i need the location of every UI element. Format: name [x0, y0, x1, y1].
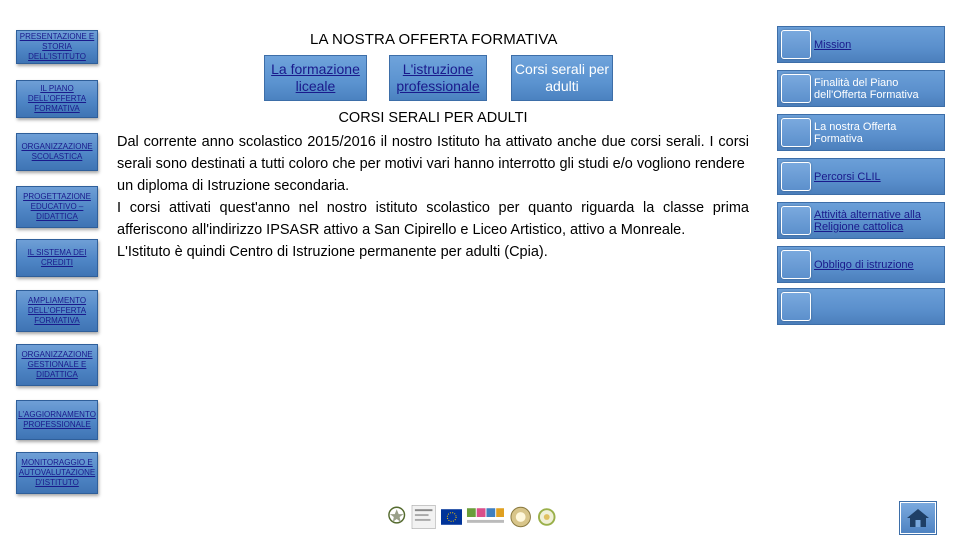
tab-label: La formazione liceale: [271, 61, 360, 94]
school-logo-icon: [411, 504, 436, 530]
left-nav-label: PROGETTAZIONE EDUCATIVO – DIDATTICA: [23, 192, 91, 221]
left-nav-label: MONITORAGGIO E AUTOVALUTAZIONE D'ISTITUTO: [18, 458, 96, 487]
paragraph: Dal corrente anno scolastico 2015/2016 il nostro Istituto ha attivato anche due corsi serali. I corsi serali sono destinati a tutti coloro che per motivi vari hanno interrotto gli studi e/o vogliono rendere: [117, 134, 749, 172]
left-nav-label: IL PIANO DELL'OFFERTA FORMATIVA: [27, 84, 87, 113]
page-title: LA NOSTRA OFFERTA FORMATIVA: [310, 31, 558, 48]
right-nav-label: [814, 289, 942, 324]
nav-square-icon: [781, 206, 811, 235]
right-nav-label: Attività alternative alla Religione cattolica: [814, 208, 921, 233]
right-nav-label: Percorsi CLIL: [814, 170, 881, 183]
right-nav-mission[interactable]: [777, 26, 945, 63]
italian-republic-emblem-icon: [386, 504, 407, 530]
left-nav-organizzazione-gestionale[interactable]: [16, 344, 98, 386]
nav-square-icon: [781, 118, 811, 147]
left-nav-ampliamento[interactable]: [16, 290, 98, 332]
left-nav-presentazione[interactable]: [16, 30, 98, 64]
paragraph: I corsi attivati quest'anno nel nostro istituto scolastico per quanto riguarda la classe prima afferiscono all'indirizzo IPSASR attivo a San Cipirello e Liceo Artistico, attivo a Monreale.: [117, 200, 749, 238]
left-nav-label: IL SISTEMA DEI CREDITI: [27, 248, 87, 267]
right-nav-obbligo-istruzione[interactable]: [777, 246, 945, 283]
green-seal-logo-icon: [537, 504, 556, 530]
right-nav-empty[interactable]: [777, 288, 945, 325]
seal-logo-icon: [509, 504, 532, 530]
tab-corsi-serali[interactable]: [511, 55, 613, 101]
nav-square-icon: [781, 30, 811, 59]
left-nav-label: L'AGGIORNAMENTO PROFESSIONALE: [18, 410, 96, 429]
left-nav-aggiornamento[interactable]: [16, 400, 98, 440]
pon-logo-icon: [466, 504, 505, 530]
nav-square-icon: [781, 162, 811, 191]
left-nav-label: PRESENTAZIONE E STORIA DELL'ISTITUTO: [19, 32, 95, 61]
tab-formazione-liceale[interactable]: [264, 55, 367, 101]
tab-label: L'istruzione professionale: [396, 61, 480, 94]
right-nav-percorsi-clil[interactable]: [777, 158, 945, 195]
right-nav-label: Mission: [814, 38, 852, 51]
section-body: [117, 131, 749, 263]
left-nav-label: AMPLIAMENTO DELL'OFFERTA FORMATIVA: [27, 296, 87, 325]
left-nav-piano-offerta[interactable]: [16, 80, 98, 118]
left-nav-organizzazione-scolastica[interactable]: [16, 133, 98, 171]
left-nav-sistema-crediti[interactable]: [16, 239, 98, 277]
right-nav-label: Finalità del Piano dell'Offerta Formativa: [814, 76, 919, 101]
left-nav-label: ORGANIZZAZIONE GESTIONALE E DIDATTICA: [21, 350, 93, 379]
left-nav-label: ORGANIZZAZIONE SCOLASTICA: [21, 142, 93, 161]
nav-square-icon: [781, 250, 811, 279]
tab-label: Corsi serali per adulti: [514, 61, 610, 94]
left-nav-progettazione[interactable]: [16, 186, 98, 228]
right-nav-label: Obbligo di istruzione: [814, 258, 914, 271]
eu-flag-icon: [441, 509, 462, 525]
paragraph: un diploma di Istruzione secondaria.: [117, 178, 350, 194]
left-nav-monitoraggio[interactable]: [16, 452, 98, 494]
home-icon: [905, 507, 931, 529]
tab-istruzione-professionale[interactable]: [389, 55, 487, 101]
nav-square-icon: [781, 74, 811, 103]
nav-square-icon: [781, 292, 811, 321]
right-nav-offerta-formativa[interactable]: [777, 114, 945, 151]
right-nav-finalita[interactable]: [777, 70, 945, 107]
home-button[interactable]: [900, 502, 936, 534]
right-nav-label: La nostra Offerta Formativa: [814, 120, 897, 145]
section-heading: CORSI SERALI PER ADULTI: [338, 110, 528, 126]
paragraph: L'Istituto è quindi Centro di Istruzione permanente per adulti (Cpia).: [117, 244, 548, 260]
right-nav-attivita-alternative[interactable]: [777, 202, 945, 239]
sponsor-logos: [386, 495, 556, 539]
